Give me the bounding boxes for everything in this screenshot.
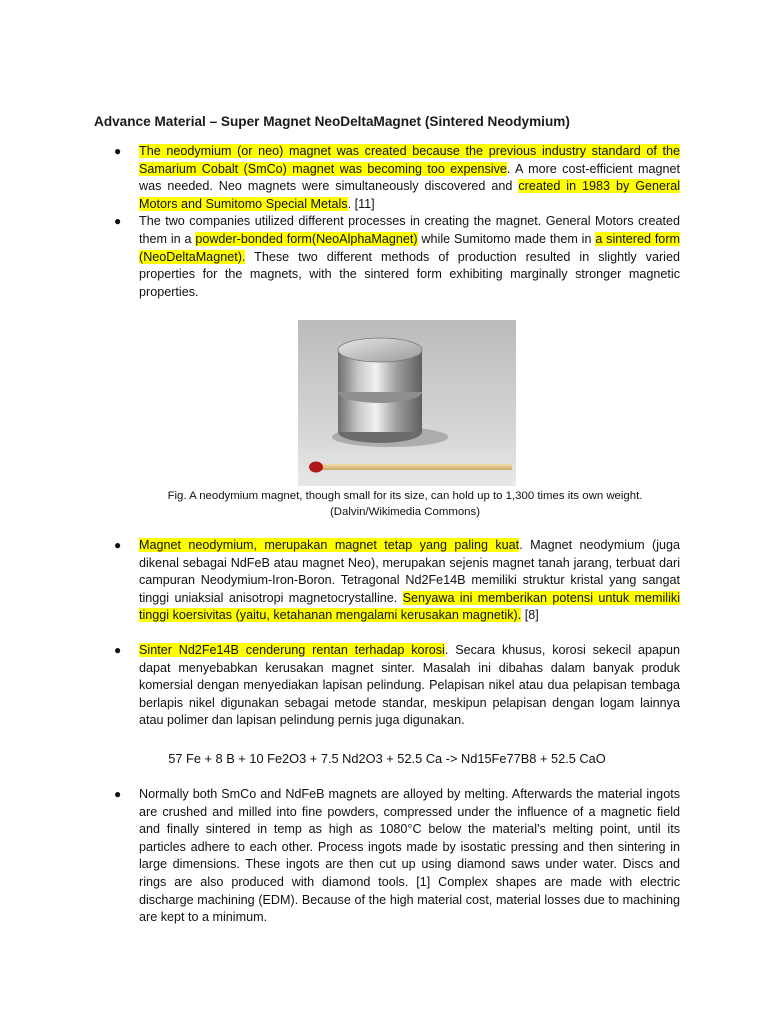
list-item: ● The neodymium (or neo) magnet was created because the previous industry standard of the Samarium Cobalt (SmCo) magnet was becoming too expensive. A more cost-efficient magnet was needed. Neo magnets were simultaneously discovered and created in 1983 by General Motors and Sumitomo Special Metals. [11] [114,144,680,211]
figure-caption: Fig. A neodymium magnet, though small for its size, can hold up to 1,300 times its own weight. (Dalvin/Wikimedia Commons) [167,490,643,518]
magnet-illustration [298,320,516,486]
highlighted-text: Magnet neodymium, merupakan magnet tetap yang paling kuat [139,538,520,552]
highlighted-text: Senyawa ini memberikan potensi untuk memiliki tinggi koersivitas (yaitu, ketahanan mengalami kerusakan magnetik). [139,590,680,623]
bullet-icon: ● [114,643,122,657]
highlighted-text: a sintered form (NeoDeltaMagnet). [139,231,681,264]
list-item: ● Normally both SmCo and NdFeB magnets are alloyed by melting. Afterwards the material ingots are crushed and milled into fine powders, compressed under the influence of a magnetic field and finally sintered in temp as high as 1080°C below the material's melting point, until its particles adhere to each other. Process ingots made by isostatic pressing and then sintering in large dimensions. These ingots are then cut up using diamond saws under water. Discs and rings are also produced with diamond tools. [1] Complex shapes are made with electric discharge machining (EDM). Because of the high material cost, material losses due to machining are kept to a minimum. [114,787,680,925]
bullet-icon: ● [114,144,122,158]
chemical-equation: 57 Fe + 8 B + 10 Fe2O3 + 7.5 Nd2O3 + 52.5 Ca -> Nd15Fe77B8 + 52.5 CaO [168,751,606,766]
list-item: ● Magnet neodymium, merupakan magnet tetap yang paling kuat. Magnet neodymium (juga dikenal sebagai NdFeB atau magnet Neo), merupakan sejenis magnet tanah jarang, terbuat dari campuran Neodymium-Iron-Boron. Tetragonal Nd2Fe14B memiliki struktur kristal yang sangat tinggi uniaksial anisotropi magnetocrystalline. Senyawa ini memberikan potensi untuk memiliki tinggi koersivitas (yaitu, ketahanan mengalami kerusakan magnetik). [8] [114,538,681,623]
list-item: ● Sinter Nd2Fe14B cenderung rentan terhadap korosi. Secara khusus, korosi sekecil apapun dapat menyebabkan kerusakan magnet sinter. Masalah ini dibahas dalam banyak produk komersial dengan menyediakan lapisan pelindung. Pelapisan nikel atau dua pelapisan tembaga berlapis nikel digunakan sebagai metode standar, meskipun pelapisan dengan logam lainnya atau polimer dan lapisan pelindung pernis juga digunakan. [114,643,680,728]
magnet-photo [298,320,516,486]
list-item: ● The two companies utilized different processes in creating the magnet. General Motors created them in a powder-bonded form(NeoAlphaMagnet) while Sumitomo made them in a sintered form (NeoDeltaMagnet). These two different methods of production resulted in slightly varied properties for the magnets, with the sintered form exhibiting marginally stronger magnetic properties. [114,214,681,299]
bullet-list-2 [94,537,680,625]
page-title: Advance Material – Super Magnet NeoDeltaMagnet (Sintered Neodymium) [94,114,570,129]
bullet-icon: ● [114,538,122,552]
bullet-list-1 [94,143,680,301]
highlighted-text: Sinter Nd2Fe14B cenderung rentan terhadap korosi [139,643,445,657]
bullet-list-3 [94,642,680,730]
bullet-icon: ● [114,787,122,801]
highlighted-text: powder-bonded form(NeoAlphaMagnet) [195,231,418,246]
bullet-list-4 [94,786,680,927]
highlighted-text: created in 1983 by General Motors and Sumitomo Special Metals [139,179,680,211]
highlighted-text: The neodymium (or neo) magnet was created because the previous industry standard of the Samarium Cobalt (SmCo) magnet was becoming too expensive [139,144,680,176]
bullet-icon: ● [114,214,122,229]
